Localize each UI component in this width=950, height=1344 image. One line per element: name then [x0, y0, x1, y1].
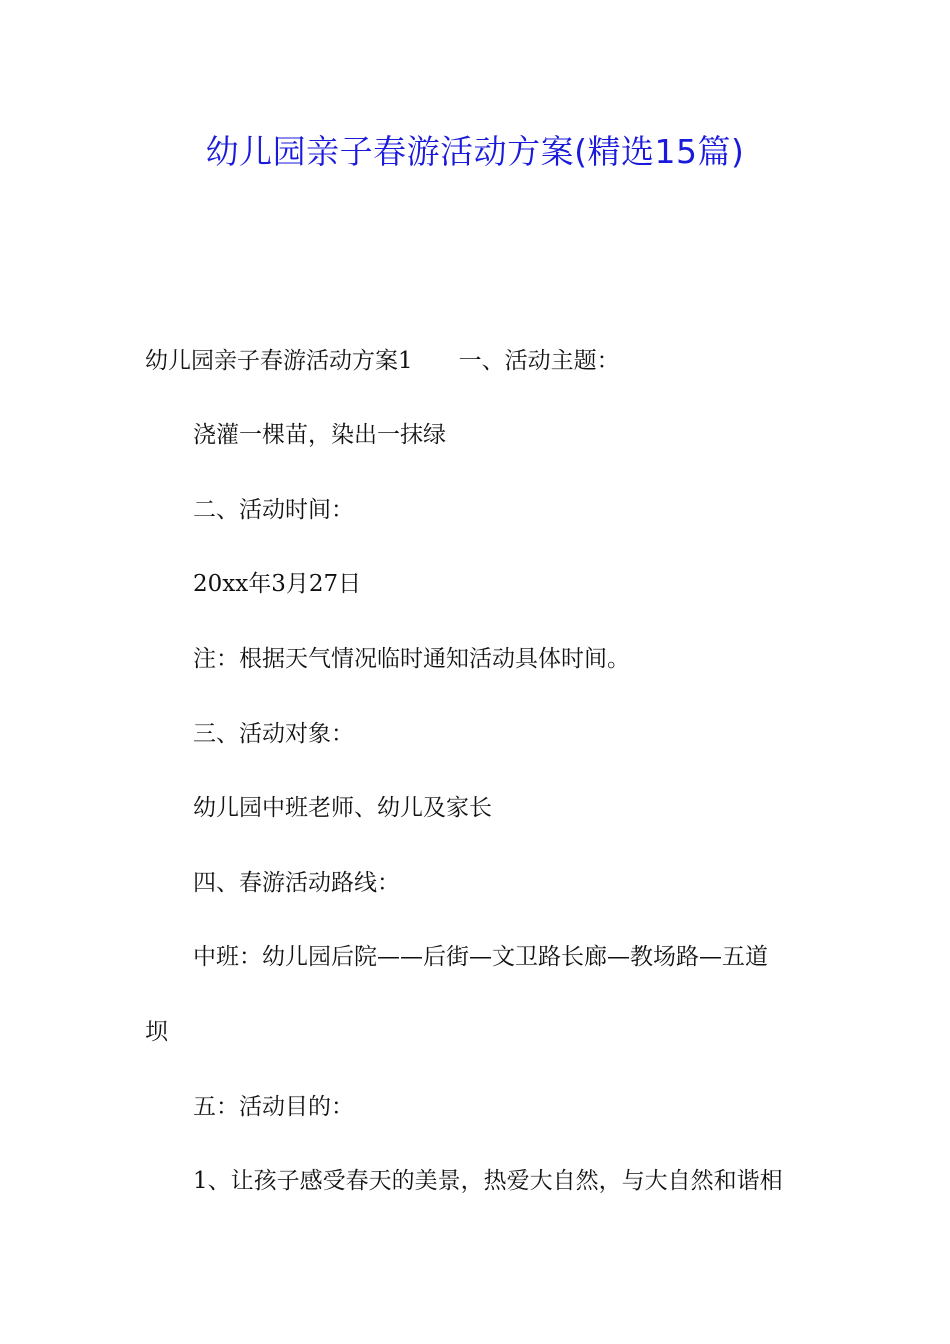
document-title: 幼儿园亲子春游活动方案(精选15篇) [205, 132, 745, 171]
heading-purpose: 五：活动目的： [193, 1094, 354, 1120]
heading-audience: 三、活动对象： [193, 721, 354, 747]
heading-route: 四、春游活动路线： [193, 870, 400, 896]
heading-time: 二、活动时间： [193, 497, 354, 523]
paragraph-route: 中班：幼儿园后院——后街—文卫路长廊—教场路—五道 [193, 944, 768, 970]
paragraph-date: 20xx年3月27日 [193, 571, 362, 597]
plan-heading: 幼儿园亲子春游活动方案1 [145, 348, 413, 374]
paragraph-theme: 浇灌一棵苗，染出一抹绿 [193, 422, 446, 448]
paragraph-audience: 幼儿园中班老师、幼儿及家长 [193, 795, 492, 821]
paragraph-note: 注：根据天气情况临时通知活动具体时间。 [193, 646, 630, 672]
paragraph-route-continued: 坝 [145, 1019, 168, 1045]
paragraph-section-heading [145, 345, 620, 377]
paragraph-purpose-1: 1、让孩子感受春天的美景，热爱大自然，与大自然和谐相 [193, 1168, 783, 1194]
heading-theme: 一、活动主题： [458, 348, 620, 374]
